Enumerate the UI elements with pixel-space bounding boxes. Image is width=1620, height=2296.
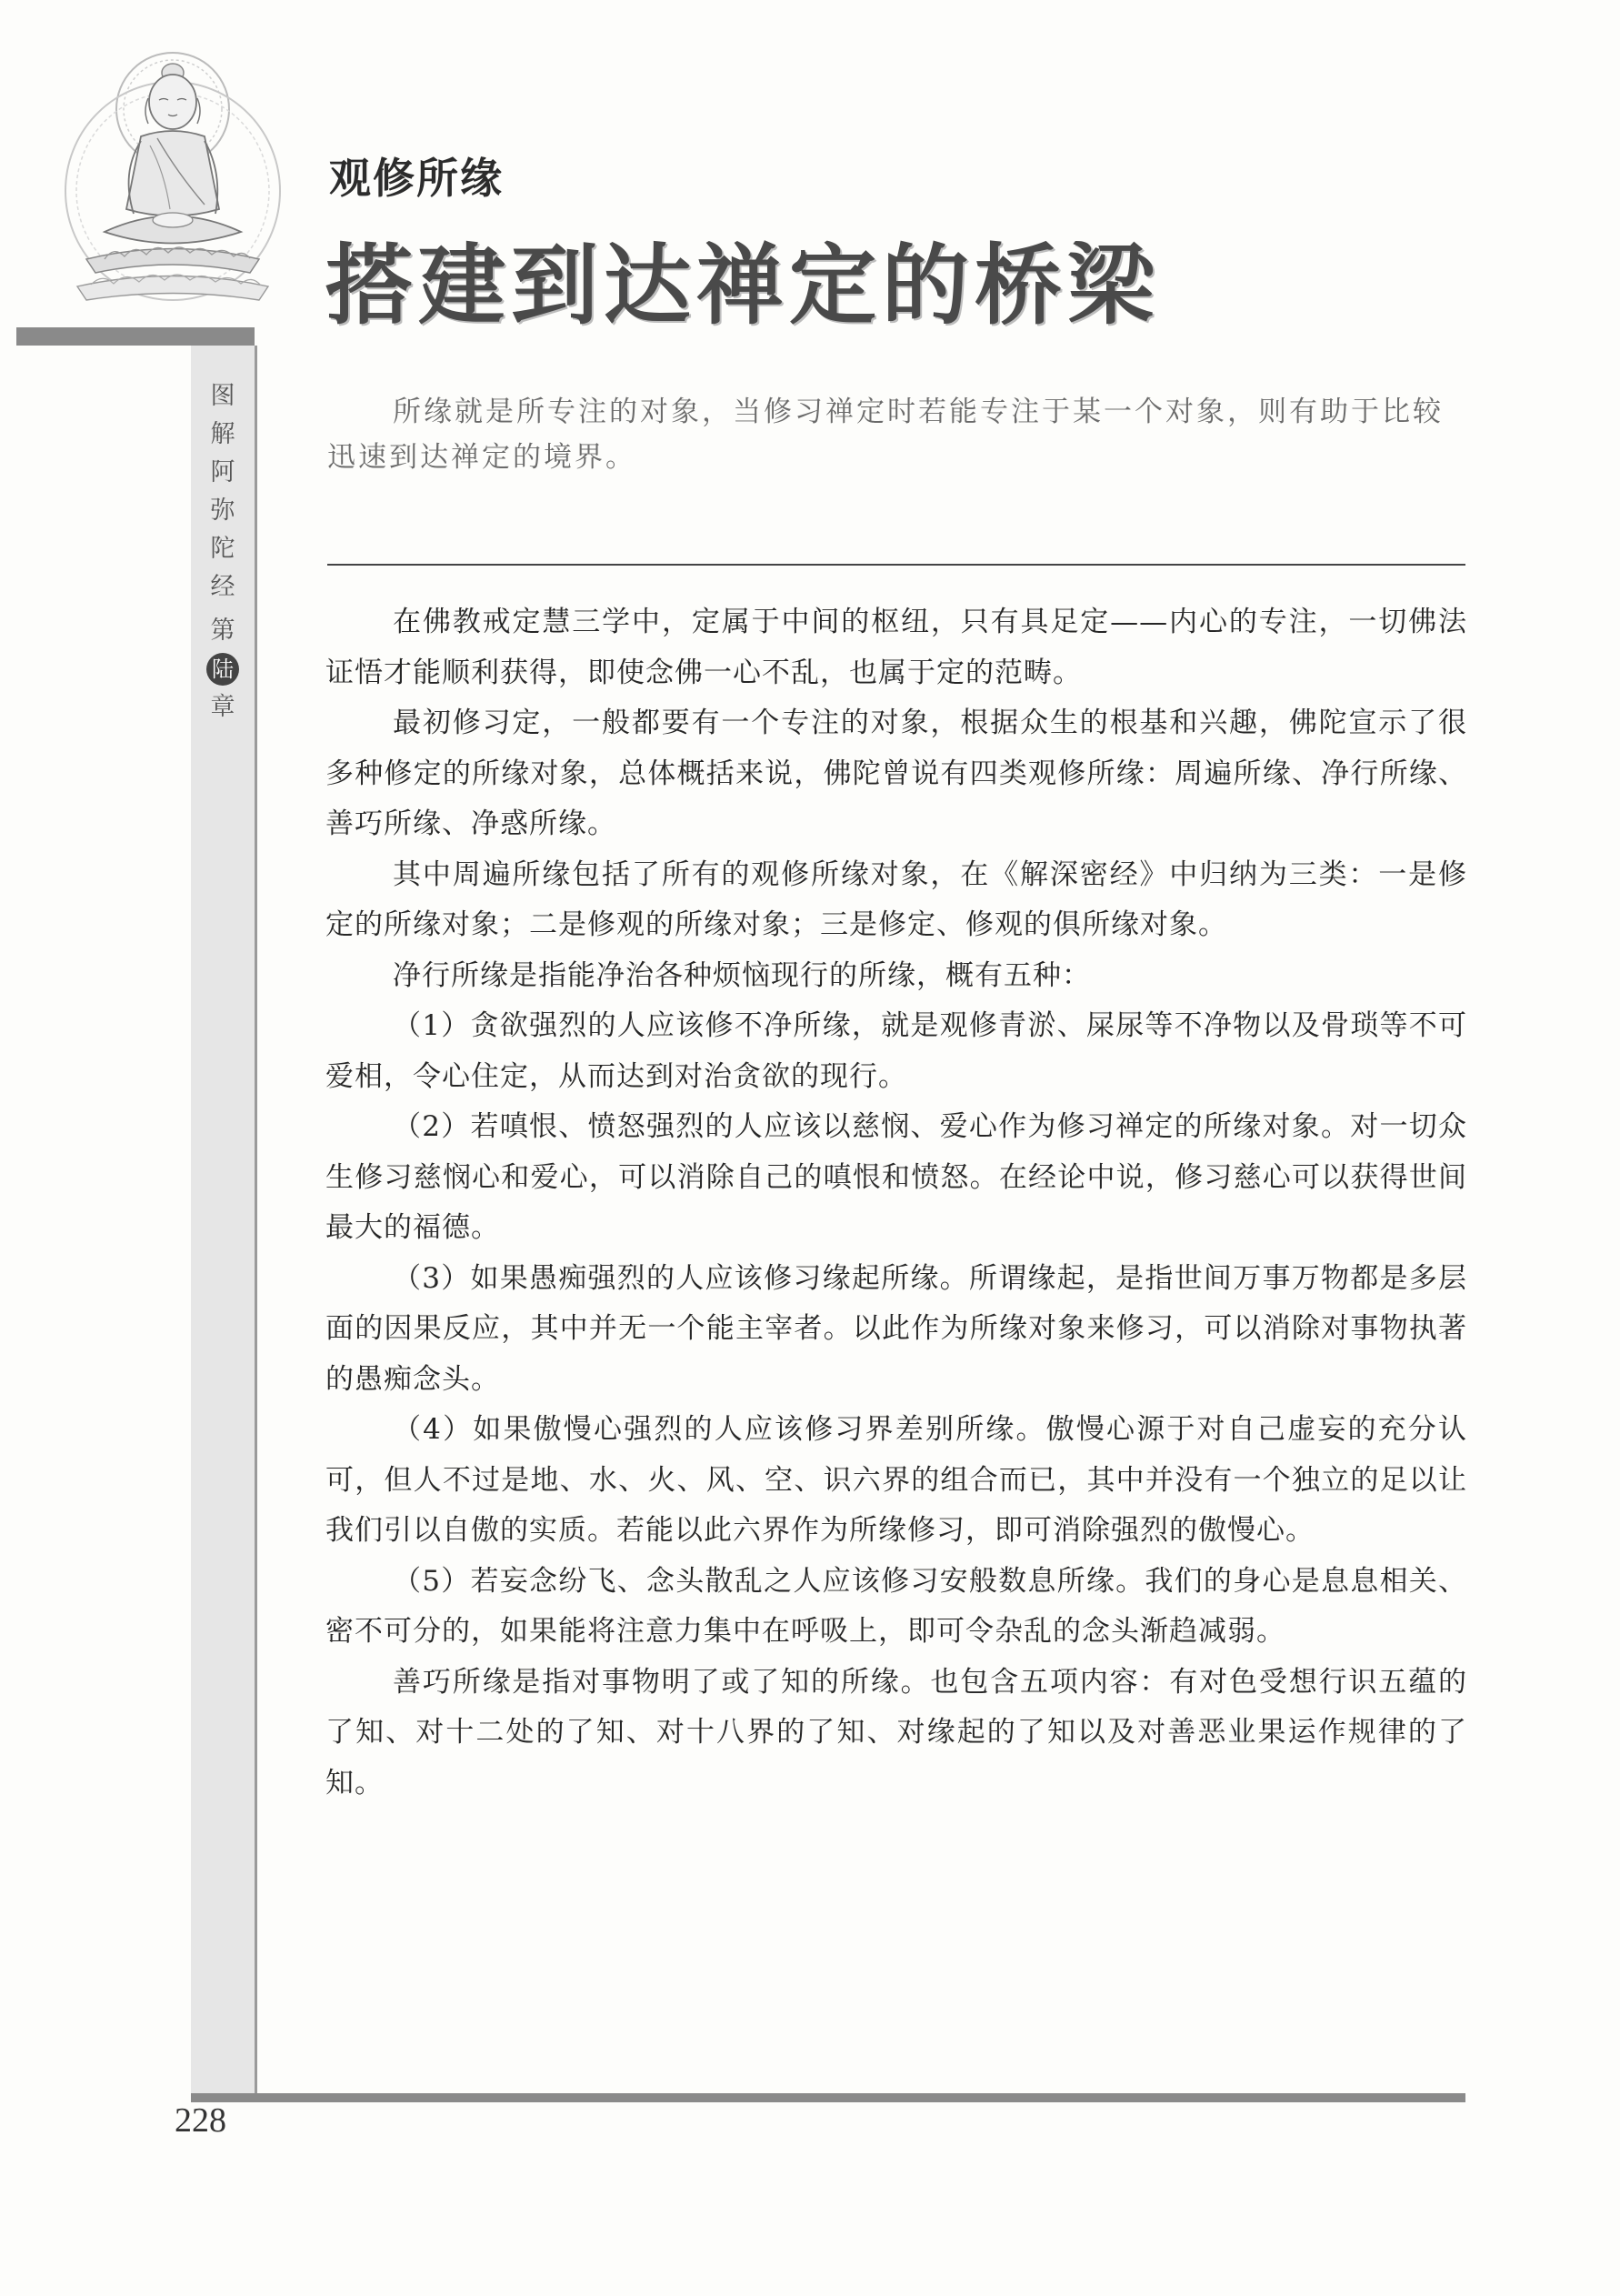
chapter-number-badge: 陆 [206, 653, 239, 686]
page-title: 搭建到达禅定的桥梁 [325, 235, 1160, 336]
book-title-char: 弥 [210, 496, 235, 525]
sidebar-book-title [202, 377, 244, 727]
section-subtitle: 观修所缘 [329, 154, 504, 203]
body-paragraph: （3）如果愚痴强烈的人应该修习缘起所缘。所谓缘起，是指世间万事万物都是多层面的因果反应，其中并无一个能主宰者。以此作为所缘对象来修习，可以消除对事物执著的愚痴念头。 [325, 1261, 1467, 1396]
body-paragraph: （2）若嗔恨、愤怒强烈的人应该以慈悯、爱心作为修习禅定的所缘对象。对一切众生修习慈悯心和爱心，可以消除自己的嗔恨和愤怒。在经论中说，修习慈心可以获得世间最大的福德。 [325, 1110, 1467, 1244]
section-divider [327, 564, 1465, 566]
book-title-char: 解 [210, 420, 235, 448]
body-paragraph: 在佛教戒定慧三学中，定属于中间的枢纽，只有具足定——内心的专注，一切佛法证悟才能顺利获得，即使念佛一心不乱，也属于定的范畴。 [325, 606, 1467, 689]
buddha-illustration [50, 27, 295, 318]
book-title-char: 图 [210, 382, 235, 410]
chapter-prefix: 第 [210, 617, 235, 645]
footer-bar [191, 2093, 1465, 2102]
body-paragraph: 最初修习定，一般都要有一个专注的对象，根据众生的根基和兴趣，佛陀宣示了很多种修定的所缘对象，总体概括来说，佛陀曾说有四类观修所缘：周遍所缘、净行所缘、善巧所缘、净惑所缘。 [325, 707, 1467, 840]
page-number: 228 [175, 2101, 226, 2140]
sidebar-top-bar [16, 327, 255, 346]
book-title-char: 陀 [210, 535, 235, 563]
book-title-char: 阿 [210, 458, 235, 486]
body-paragraph: 其中周遍所缘包括了所有的观修所缘对象，在《解深密经》中归纳为三类：一是修定的所缘对象；二是修观的所缘对象；三是修定、修观的俱所缘对象。 [325, 857, 1467, 941]
body-paragraph: （4）如果傲慢心强烈的人应该修习界差别所缘。傲慢心源于对自己虚妄的充分认可，但人不过是地、水、火、风、空、识六界的组合而已，其中并没有一个独立的足以让我们引以自傲的实质。若能以此六界作为所缘修习，即可消除强烈的傲慢心。 [325, 1413, 1467, 1547]
book-title-char: 经 [210, 573, 235, 601]
body-text [325, 597, 1467, 1809]
intro-paragraph: 所缘就是所专注的对象，当修习禅定时若能专注于某一个对象，则有助于比较迅速到达禅定的境界。 [327, 396, 1444, 474]
chapter-suffix: 章 [210, 693, 235, 721]
body-paragraph: （1）贪欲强烈的人应该修不净所缘，就是观修青淤、屎尿等不净物以及骨琐等不可爱相，令心住定，从而达到对治贪欲的现行。 [325, 1009, 1467, 1093]
body-paragraph: 善巧所缘是指对事物明了或了知的所缘。也包含五项内容：有对色受想行识五蕴的了知、对十二处的了知、对十八界的了知、对缘起的了知以及对善恶业果运作规律的了知。 [325, 1665, 1467, 1800]
body-paragraph: 净行所缘是指能净治各种烦恼现行的所缘，概有五种： [393, 958, 1091, 992]
body-paragraph: （5）若妄念纷飞、念头散乱之人应该修习安般数息所缘。我们的身心是息息相关、密不可分的，如果能将注意力集中在呼吸上，即可令杂乱的念头渐趋减弱。 [325, 1564, 1467, 1648]
